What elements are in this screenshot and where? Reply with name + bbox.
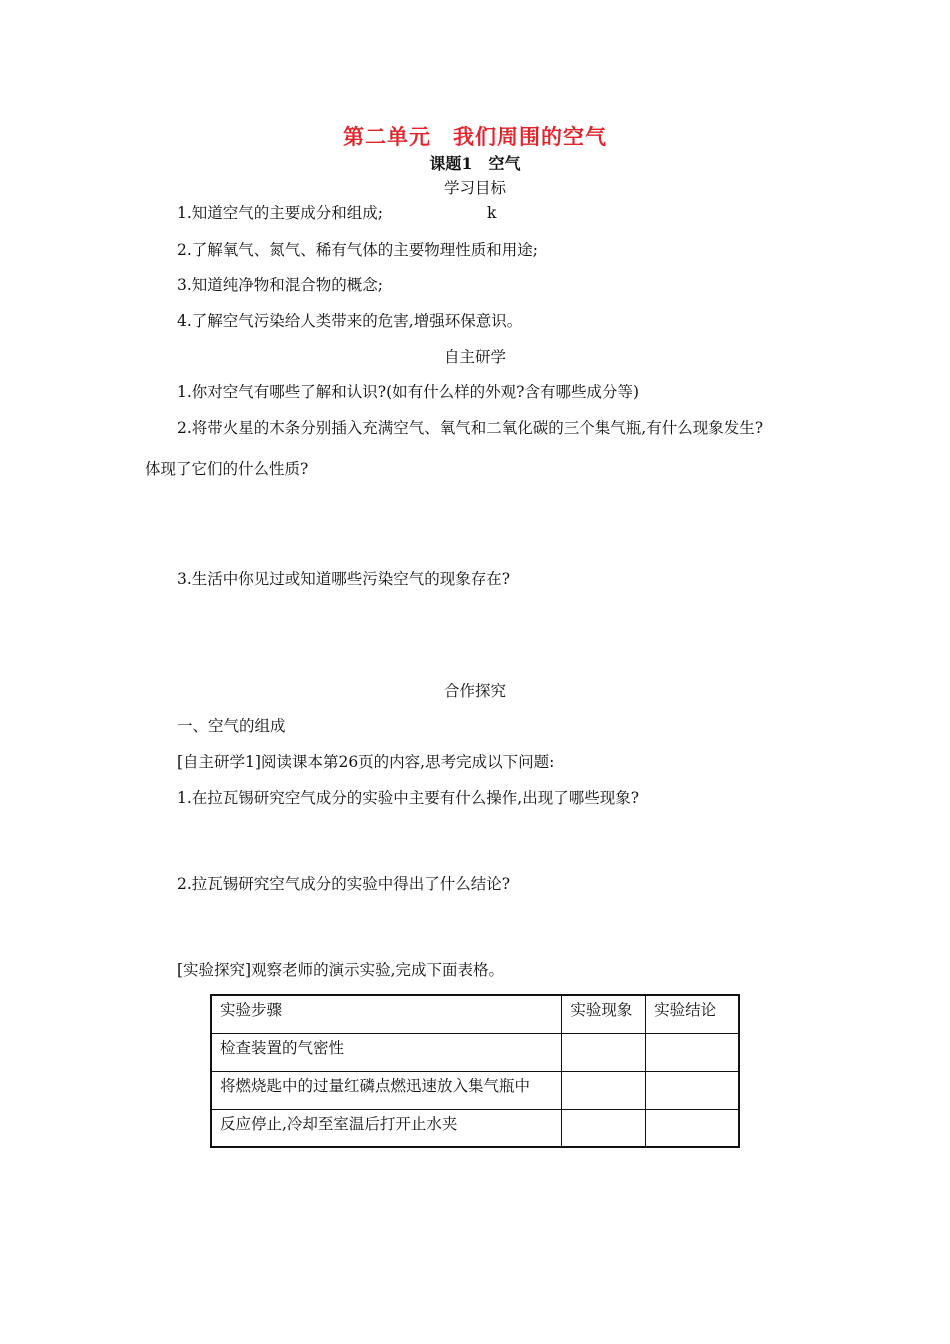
cooperation-question: 1.在拉瓦锡研究空气成分的实验中主要有什么操作,出现了哪些现象? xyxy=(177,789,640,807)
self-study-question-continuation: 体现了它们的什么性质? xyxy=(145,460,309,478)
table-header-cell: 实验结论 xyxy=(646,995,739,1033)
unit-title: 第二单元 我们周围的空气 xyxy=(343,124,607,149)
table-row xyxy=(211,1071,739,1109)
section-heading: 一、空气的组成 xyxy=(177,717,286,735)
experiment-table xyxy=(210,994,740,1148)
goals-heading: 学习目标 xyxy=(443,179,506,197)
goal-item: 4.了解空气污染给人类带来的危害,增强环保意识。 xyxy=(177,312,523,330)
table-cell-conclusion xyxy=(646,1033,739,1071)
goal-item: 1.知道空气的主要成分和组成; xyxy=(177,204,384,222)
table-row xyxy=(211,1109,739,1147)
stray-mark: k xyxy=(487,204,497,222)
experiment-prompt: [实验探究]观察老师的演示实验,完成下面表格。 xyxy=(177,961,505,979)
table-row xyxy=(211,1033,739,1071)
lesson-title: 课题1 空气 xyxy=(429,154,521,173)
goal-item: 3.知道纯净物和混合物的概念; xyxy=(177,276,384,294)
table-header-cell: 实验现象 xyxy=(562,995,646,1033)
table-cell-step: 将燃烧匙中的过量红磷点燃迅速放入集气瓶中 xyxy=(211,1071,562,1109)
table-header-cell: 实验步骤 xyxy=(211,995,562,1033)
cooperation-question: 2.拉瓦锡研究空气成分的实验中得出了什么结论? xyxy=(177,875,511,893)
table-header-row xyxy=(211,995,739,1033)
cooperation-heading: 合作探究 xyxy=(443,682,506,700)
self-study-heading: 自主研学 xyxy=(443,348,506,366)
reading-prompt: [自主研学1]阅读课本第26页的内容,思考完成以下问题: xyxy=(177,753,555,771)
table-cell-conclusion xyxy=(646,1109,739,1147)
table-cell-phenomenon xyxy=(562,1033,646,1071)
table-cell-step: 反应停止,冷却至室温后打开止水夹 xyxy=(211,1109,562,1147)
self-study-question: 3.生活中你见过或知道哪些污染空气的现象存在? xyxy=(177,570,511,588)
table-cell-conclusion xyxy=(646,1071,739,1109)
table-cell-phenomenon xyxy=(562,1109,646,1147)
goal-item: 2.了解氧气、氮气、稀有气体的主要物理性质和用途; xyxy=(177,241,539,259)
self-study-question: 1.你对空气有哪些了解和认识?(如有什么样的外观?含有哪些成分等) xyxy=(177,383,640,401)
self-study-question: 2.将带火星的木条分别插入充满空气、氧气和二氧化碳的三个集气瓶,有什么现象发生? xyxy=(177,419,764,437)
table-cell-step: 检查装置的气密性 xyxy=(211,1033,562,1071)
table-cell-phenomenon xyxy=(562,1071,646,1109)
